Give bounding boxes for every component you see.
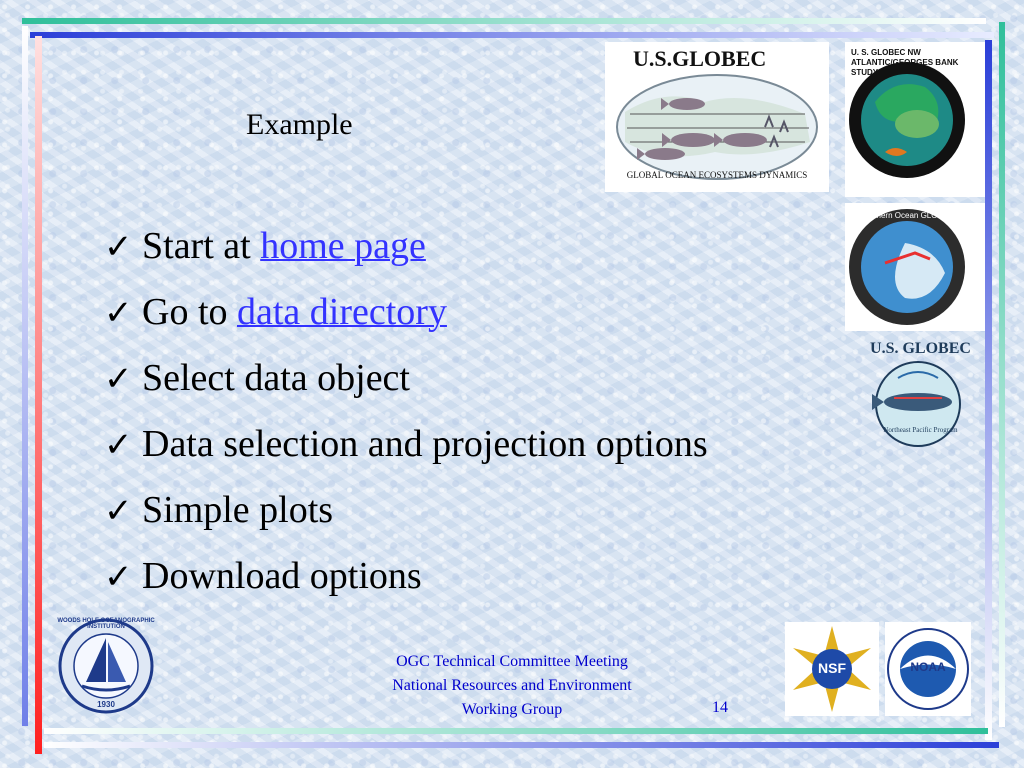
bullet-text: Start at	[142, 225, 261, 267]
whoi-logo	[56, 616, 156, 716]
globec-logo-caption: GLOBAL OCEAN ECOSYSTEMS DYNAMICS	[626, 170, 808, 180]
decor-bar-left-red	[35, 36, 42, 754]
slide-title: Example	[246, 108, 353, 141]
noaa-logo	[885, 622, 971, 716]
footer-line-2: National Resources and Environment	[392, 677, 632, 694]
bullet-item	[104, 422, 708, 488]
whoi-caption: WOODS HOLE OCEANOGRAPHIC INSTITUTION	[57, 618, 155, 630]
decor-bar-left-blue	[22, 26, 28, 726]
bullet-text: Download options	[142, 555, 422, 597]
noaa-label: NOAA	[910, 660, 946, 674]
southern-ocean-map-icon	[845, 203, 985, 331]
decor-bar-top-blue	[30, 32, 994, 38]
checkmark-icon: ✓	[104, 361, 133, 398]
bullet-text: Select data object	[142, 357, 410, 399]
decor-bar-right-teal	[999, 22, 1005, 727]
bullet-text: Data selection and projection options	[142, 423, 708, 465]
georges-bank-logo	[845, 42, 985, 197]
bullet-item	[104, 488, 708, 554]
footer-text	[352, 650, 672, 722]
nsf-label: NSF	[818, 660, 846, 676]
bullet-item	[104, 224, 708, 290]
decor-bar-bottom-teal	[44, 728, 988, 734]
bullet-text: Go to	[142, 291, 237, 333]
page-number: 14	[712, 699, 728, 716]
checkmark-icon: ✓	[104, 427, 133, 464]
data-directory-link[interactable]: data directory	[237, 291, 447, 333]
bullet-item	[104, 356, 708, 422]
whoi-year: 1930	[97, 700, 115, 709]
home-page-link[interactable]: home page	[260, 225, 426, 267]
checkmark-icon: ✓	[104, 493, 133, 530]
decor-bar-top-teal	[22, 18, 986, 24]
decor-bar-right-blue	[985, 40, 992, 740]
ne-pacific-title: U.S. GLOBEC	[870, 340, 971, 357]
georges-bank-caption: U. S. GLOBEC NW ATLANTIC/GEORGES BANK STUDY	[851, 48, 959, 77]
globec-logo-title: U.S.GLOBEC	[633, 46, 767, 71]
bullet-text: Simple plots	[142, 489, 334, 531]
ne-pacific-caption: Northeast Pacific Program	[883, 426, 958, 434]
southern-ocean-caption: Southern Ocean GLOBEC	[860, 211, 954, 220]
bullet-item	[104, 290, 708, 356]
checkmark-icon: ✓	[104, 295, 133, 332]
footer-line-3: Working Group	[461, 701, 563, 718]
us-globec-logo	[605, 42, 829, 192]
ne-pacific-logo	[858, 338, 983, 453]
bullet-item	[104, 554, 708, 620]
checkmark-icon: ✓	[104, 559, 133, 596]
footer-line-1: OGC Technical Committee Meeting	[396, 653, 628, 670]
southern-ocean-logo	[845, 203, 985, 331]
nsf-logo	[785, 622, 879, 716]
checkmark-icon: ✓	[104, 229, 133, 266]
decor-bar-bottom-blue	[44, 742, 999, 748]
bullet-list	[104, 224, 708, 620]
